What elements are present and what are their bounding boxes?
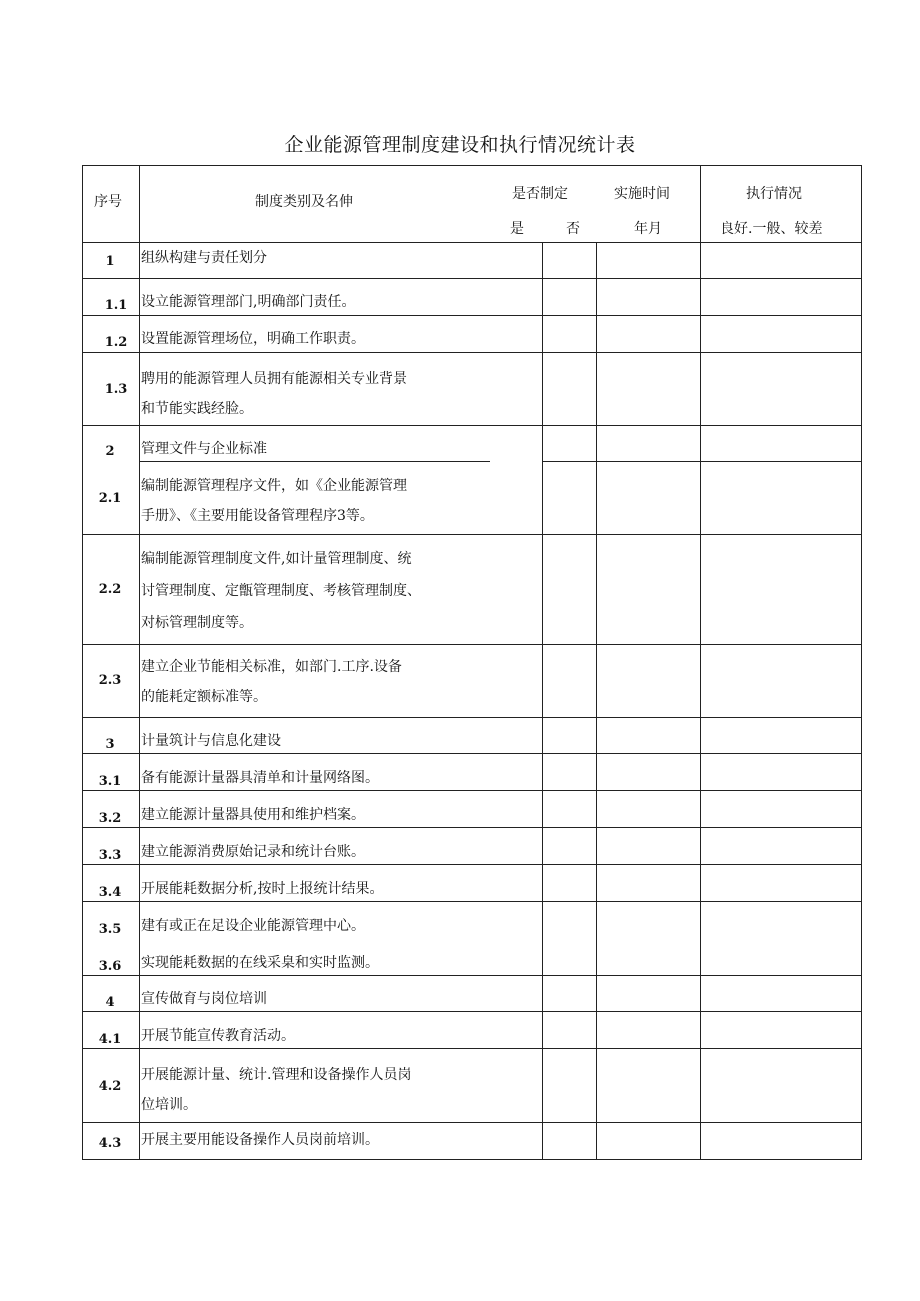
row-text: 编制能源管理制度文件,如计量管理制度、统 xyxy=(141,551,412,567)
row-text: 计量筑计与信息化建设 xyxy=(141,733,281,749)
row-line xyxy=(82,425,862,426)
row-line xyxy=(82,901,862,902)
header-seq: 序号 xyxy=(94,194,122,210)
row-text: 开展节能宣传教育活动。 xyxy=(141,1028,295,1044)
row-line xyxy=(82,827,862,828)
row-number: 3.1 xyxy=(98,774,122,789)
header-no: 否 xyxy=(566,221,580,237)
row-line xyxy=(139,461,490,462)
row-number: 3.5 xyxy=(98,922,122,937)
header-year-month: 年月 xyxy=(634,221,662,237)
row-line xyxy=(82,1122,862,1123)
page-title: 企业能源管理制度建设和执行情况统计表 xyxy=(284,134,636,156)
row-number: 2.1 xyxy=(98,491,122,506)
row-text: 建立能源消费原始记录和统计台账。 xyxy=(141,844,365,860)
row-line xyxy=(82,753,862,754)
row-line xyxy=(82,1048,862,1049)
row-line xyxy=(82,242,862,243)
header-yes: 是 xyxy=(510,221,524,237)
row-number: 2.3 xyxy=(98,673,122,688)
row-number: 4.1 xyxy=(98,1032,122,1047)
row-number: 2.2 xyxy=(98,582,122,597)
row-number: 1.2 xyxy=(104,335,128,350)
row-line xyxy=(82,790,862,791)
row-number: 4 xyxy=(105,995,115,1010)
row-number: 3.6 xyxy=(98,959,122,974)
row-text: 设置能源管理场位，明确工作职责。 xyxy=(141,331,365,347)
row-number: 2 xyxy=(105,444,115,459)
row-text: 开展主要用能设备操作人员岗前培训。 xyxy=(141,1132,379,1148)
row-text: 备有能源计量器具清单和计量网络图。 xyxy=(141,770,379,786)
row-line xyxy=(82,352,862,353)
header-name: 制度类别及名伸 xyxy=(255,194,353,210)
header-impl-time: 实施时间 xyxy=(614,186,670,202)
row-number: 3.2 xyxy=(98,811,122,826)
row-number: 4.2 xyxy=(98,1079,122,1094)
header-grades: 良好.一般、较差 xyxy=(720,221,823,237)
header-execution: 执行情况 xyxy=(746,186,802,202)
row-text: 建立能源计量器具使用和维护档案。 xyxy=(141,807,365,823)
row-text: 编制能源管理程序文件，如《企业能源管理 xyxy=(141,478,407,494)
row-text: 宣传做育与岗位培训 xyxy=(141,991,267,1007)
row-text-line2: 的能耗定额标准等。 xyxy=(141,689,267,705)
row-text-line2: 位培训。 xyxy=(141,1097,197,1113)
row-text-line2: 手册》、《主要用能设备管理程序3等。 xyxy=(141,508,374,524)
row-line xyxy=(82,717,862,718)
row-text: 实现能耗数据的在线采臬和实时监测。 xyxy=(141,955,379,971)
row-text: 开展能源计量、统计.管理和设备操作人员岗 xyxy=(141,1067,412,1083)
row-text: 设立能源管理部门,明确部门责任。 xyxy=(141,294,356,310)
row-line xyxy=(82,278,862,279)
col-line-name xyxy=(542,242,543,1160)
row-text-line3: 对标管理制度等。 xyxy=(141,615,253,631)
row-line xyxy=(82,644,862,645)
row-line xyxy=(82,1011,862,1012)
row-number: 3.3 xyxy=(98,848,122,863)
row-line xyxy=(82,864,862,865)
row-number: 1.3 xyxy=(104,382,128,397)
row-line xyxy=(542,461,862,462)
row-text: 开展能耗数据分析,按时上报统计结果。 xyxy=(141,881,384,897)
row-text: 聘用的能源管理人员拥有能源相关专业背景 xyxy=(141,371,407,387)
col-line-yes-no xyxy=(596,242,597,1160)
header-established: 是否制定 xyxy=(512,186,568,202)
row-number: 4.3 xyxy=(98,1136,122,1151)
row-text: 管理文件与企业标准 xyxy=(141,441,267,457)
row-number: 1 xyxy=(105,254,115,269)
row-text: 建立企业节能相关标准，如部门.工序.设备 xyxy=(141,659,402,675)
row-number: 3 xyxy=(105,737,115,752)
row-number: 1.1 xyxy=(104,298,128,313)
row-text-line2: 和节能实践经脸。 xyxy=(141,401,253,417)
row-text: 组纵构建与责任划分 xyxy=(141,250,267,266)
row-number: 3.4 xyxy=(98,885,122,900)
row-line xyxy=(82,534,862,535)
row-text: 建有或正在足设企业能源管理中心。 xyxy=(141,918,365,934)
row-line xyxy=(82,975,862,976)
row-line xyxy=(82,315,862,316)
row-text-line2: 讨管理制度、定甑管理制度、考核管理制度、 xyxy=(141,583,421,599)
